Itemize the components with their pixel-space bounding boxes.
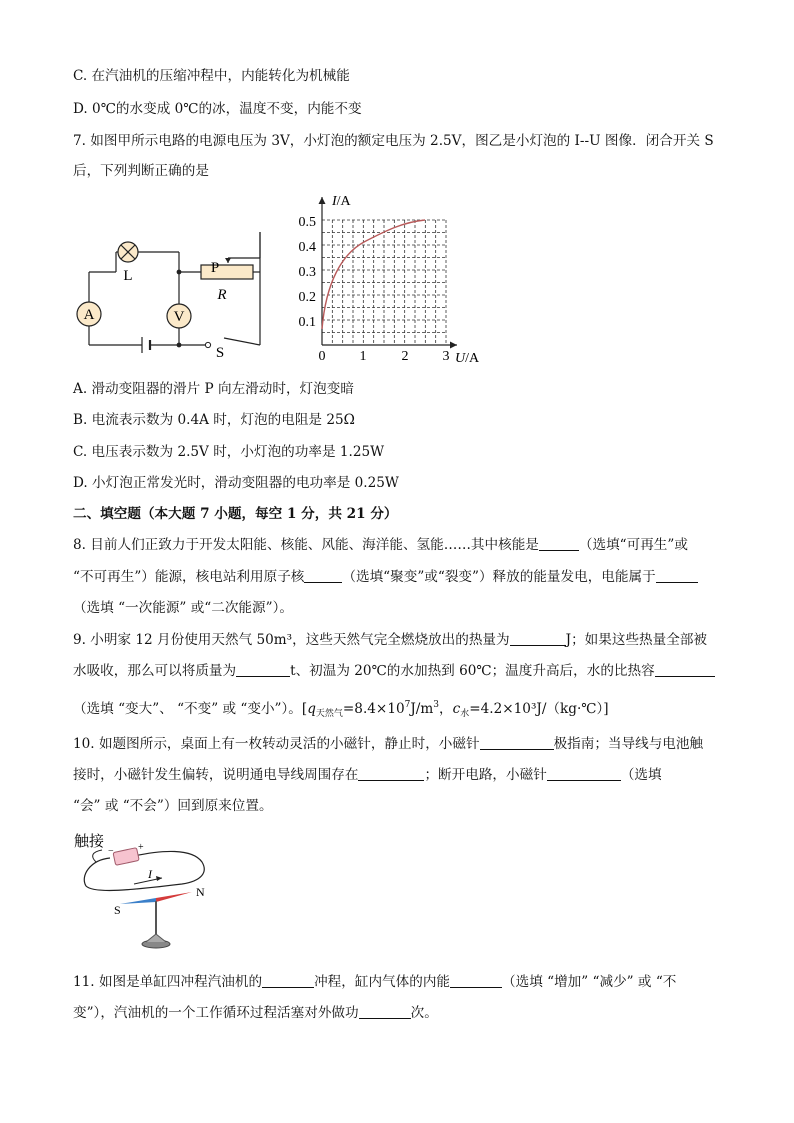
q8-line3: （选填 “一次能源” 或“二次能源”）。 [73, 600, 293, 616]
switch-label: S [215, 345, 225, 357]
q7-stem-line2: 后，下列判断正确的是 [73, 163, 209, 179]
q8-line2: “不可再生”）能源，核电站利用原子核 （选填“聚变”或“裂变”）释放的能量发电，电能属于 [73, 568, 698, 586]
north-pole-label: N [196, 885, 205, 899]
rheostat-label: R [217, 287, 227, 303]
voltmeter-icon [167, 304, 191, 328]
q9-line2: 水吸收，那么可以将质量为 t、初温为 20℃的水加热到 60℃；温度升高后，水的比热容 [73, 662, 715, 680]
q9-line1: 9. 小明家 12 月份使用天然气 50m³，这些天然气完全燃烧放出的热量为 J；如果这些热量全部被 [73, 632, 708, 648]
battery-icon [113, 848, 139, 866]
answer-blank[interactable] [304, 569, 342, 583]
svg-text:A: A [83, 307, 95, 323]
q11-line1: 11. 如图是单缸四冲程汽油机的 冲程，缸内气体的内能 （选填 “增加” “减少” 或 “不 [73, 974, 677, 990]
y-tick: 0.5 [298, 215, 316, 230]
y-tick: 0.4 [298, 240, 316, 255]
lamp-icon [118, 242, 138, 262]
q11-line2: 变”），汽油机的一个工作循环过程活塞对外做功 次。 [73, 1005, 438, 1021]
answer-blank[interactable] [262, 974, 314, 988]
x-tick: 0 [318, 349, 326, 364]
touch-label: 触接 [74, 834, 105, 850]
q9-line3: （选填 “变大”、 “不变” 或 “变小”）。[$q_{天然气}=8.4\times 10^7J/m^3$，$c_水=4.2\times 10^3J/(kg\cdot℃)$] [73, 700, 609, 719]
section-title: 二、填空题（本大题 7 小题，每空 1 分，共 21 分） [73, 506, 398, 522]
y-tick: 0.2 [298, 290, 316, 305]
q10-line1: 10. 如题图所示，桌面上有一枚转动灵活的小磁针，静止时，小磁针 极指南；当导线与电池触 [73, 736, 704, 752]
current-label: I [148, 867, 152, 881]
q7-option-c: C. 电压表示数为 2.5V 时，小灯泡的功率是 1.25W [73, 444, 385, 460]
x-tick: 1 [359, 349, 367, 364]
lamp-label: L [123, 268, 133, 284]
svg-text:−: − [108, 846, 114, 857]
y-tick: 0.1 [298, 315, 316, 330]
q6-option-c: C. 在汽油机的压缩冲程中，内能转化为机械能 [73, 68, 350, 84]
circuit-diagram [72, 232, 272, 357]
slider-label: P [210, 260, 220, 276]
q6-option-d: D. 0℃的水变成 0℃的冰，温度不变，内能不变 [73, 101, 362, 117]
x-tick: 3 [442, 349, 450, 364]
answer-blank[interactable] [358, 767, 424, 781]
q10-line2: 接时，小磁针发生偏转，说明通电导线周围存在 ；断开电路，小磁针 （选填 [73, 767, 662, 783]
q10-line3: “会” 或 “不会”）回到原来位置。 [73, 798, 273, 814]
answer-blank[interactable] [480, 736, 554, 750]
y-tick: 0.3 [298, 265, 316, 280]
answer-blank[interactable] [547, 767, 621, 781]
answer-blank[interactable] [655, 663, 715, 677]
q7-stem-line1: 7. 如图甲所示电路的电源电压为 3V，小灯泡的额定电压为 2.5V，图乙是小灯泡的 I--U 图像．闭合开关 S [73, 133, 714, 149]
q7-option-a: A. 滑动变阻器的滑片 P 向左滑动时，灯泡变暗 [73, 381, 354, 397]
svg-text:+: + [138, 842, 144, 853]
svg-text:V: V [173, 309, 185, 325]
q7-option-b: B. 电流表示数为 0.4A 时，灯泡的电阻是 25Ω [73, 412, 355, 428]
y-axis-label: I/A [332, 194, 351, 209]
compass-figure [72, 828, 222, 958]
q8-line1: 8. 目前人们正致力于开发太阳能、核能、风能、海洋能、氢能……其中核能是 （选填“可再生”或 [73, 537, 688, 553]
q7-option-d: D. 小灯泡正常发光时，滑动变阻器的电功率是 0.25W [73, 475, 399, 491]
answer-blank[interactable] [510, 632, 566, 646]
answer-blank[interactable] [236, 663, 290, 677]
iu-graph [292, 192, 492, 370]
answer-blank[interactable] [359, 1005, 411, 1019]
south-pole-label: S [114, 903, 121, 917]
x-axis-label: U/A [455, 351, 480, 366]
ammeter-icon [77, 302, 101, 326]
answer-blank[interactable] [450, 974, 502, 988]
x-tick: 2 [401, 349, 409, 364]
answer-blank[interactable] [539, 537, 579, 551]
answer-blank[interactable] [656, 569, 698, 583]
